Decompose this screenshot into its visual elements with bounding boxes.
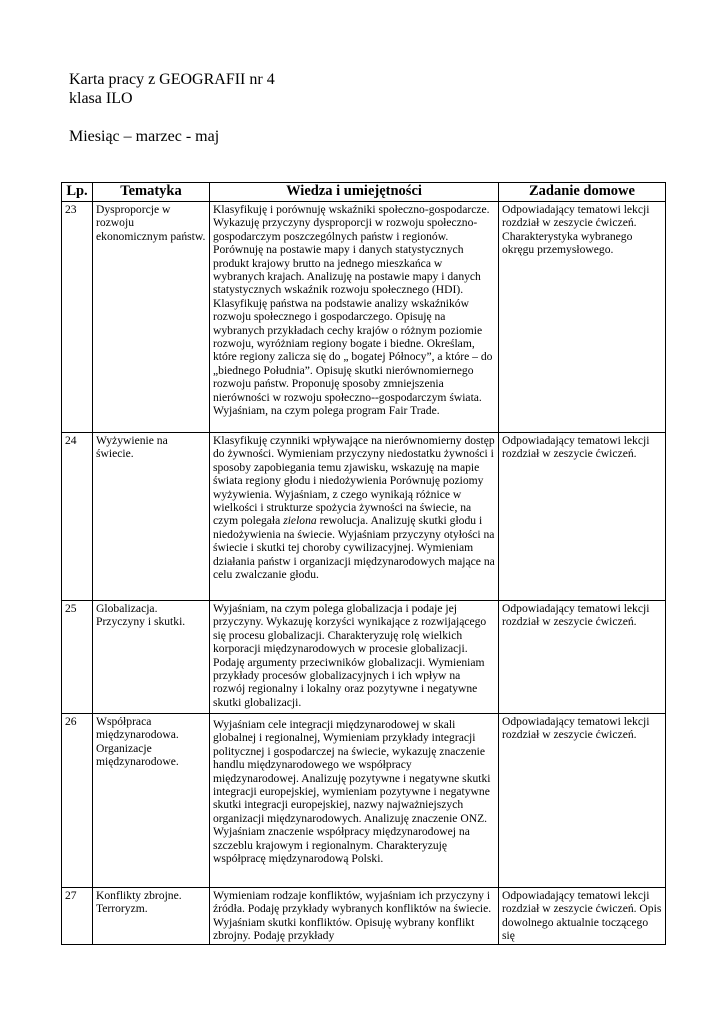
row-topic: Współpraca międzynarodowa. Organizacje międzynarodowe. — [93, 714, 210, 888]
row-knowledge-italic: zielona — [283, 514, 317, 528]
row-number: 23 — [62, 202, 93, 433]
row-knowledge — [210, 433, 499, 601]
row-knowledge-part2: rewolucja. Analizuję skutki głodu i niedożywienia na świecie. Wyjaśniam przyczyny otyłości na świecie i skutki tej choroby cywilizacyjnej. Wymieniam działania państw i organizacji międzynarodowych mające na celu zwalczanie głodu. — [213, 514, 495, 582]
table-row — [62, 433, 666, 601]
document-header — [69, 70, 275, 146]
row-knowledge: Wyjaśniam, na czym polega globalizacja i podaje jej przyczyny. Wykazuję korzyści wynikające z rozwijającego się procesu globalizacji. Charakteryzuję rolę wielkich korporacji międzynarodowych w procesie globalizacji. Podaję argumenty przeciwników globalizacji. Wymieniam przykłady procesów globalizacyjnych i ich wpływ na rozwój regionalny i lokalny oraz pozytywne i negatywne skutki globalizacji. — [210, 601, 499, 714]
table-row — [62, 714, 666, 888]
row-knowledge-part1: Klasyfikuję czynniki wpływające na nierównomierny dostęp do żywności. Wymieniam przyczyny niedostatku żywności i sposoby zapobiegania temu zjawisku, wskazuję na mapie świata regiony głodu i niedożywienia Porównuję poziomy wyżywienia. Wyjaśniam, z czego wynikają różnice w wielkości i strukturze spożycia żywności na świecie, na czym polegała — [213, 434, 495, 528]
row-knowledge: Klasyfikuję i porównuję wskaźniki społeczno-gospodarcze. Wykazuję przyczyny dysproporcji w rozwoju społeczno-gospodarczym poszczególnych państw i regionów. Porównuję na postawie mapy i danych statystycznych produkt krajowy brutto na jednego mieszkańca w wybranych krajach. Analizuję na postawie mapy i danych statystycznych wskaźnik rozwoju społecznego (HDI). Klasyfikuję państwa na podstawie analizy wskaźników rozwoju społecznego i gospodarczego. Opisuję na wybranych przykładach cechy krajów o różnym poziomie rozwoju, wyróżniam regiony bogate i biedne. Określam, które regiony zalicza się do „ bogatej Północy”, a które – do „biednego Południa”. Opisuję skutki nierównomiernego rozwoju państw. Proponuję sposoby zmniejszenia nierówności w rozwoju społeczno--gospodarczym świata. Wyjaśniam, na czym polega program Fair Trade. — [210, 202, 499, 433]
row-homework: Odpowiadający tematowi lekcji rozdział w zeszycie ćwiczeń. Charakterystyka wybranego okręgu przemysłowego. — [499, 202, 666, 433]
table-row — [62, 888, 666, 945]
worksheet-title: Karta pracy z GEOGRAFII nr 4 — [69, 71, 275, 88]
column-header-topic: Tematyka — [93, 183, 210, 202]
table-row — [62, 202, 666, 433]
row-number: 27 — [62, 888, 93, 945]
lesson-plan-table — [61, 182, 666, 945]
row-homework: Odpowiadający tematowi lekcji rozdział w zeszycie ćwiczeń. Opis dowolnego aktualnie toczącego się — [499, 888, 666, 945]
column-header-homework: Zadanie domowe — [499, 183, 666, 202]
row-knowledge: Wymieniam rodzaje konfliktów, wyjaśniam ich przyczyny i źródła. Podaję przykłady wybranych konfliktów na świecie. Wyjaśniam skutki konfliktów. Opisuję wybrany konflikt zbrojny. Podaję przykłady — [210, 888, 499, 945]
row-topic: Konflikty zbrojne. Terroryzm. — [93, 888, 210, 945]
row-homework: Odpowiadający tematowi lekcji rozdział w zeszycie ćwiczeń. — [499, 714, 666, 888]
table-header-row — [62, 183, 666, 202]
row-homework: Odpowiadający tematowi lekcji rozdział w zeszycie ćwiczeń. — [499, 433, 666, 601]
row-number: 24 — [62, 433, 93, 601]
table-row — [62, 601, 666, 714]
row-topic: Wyżywienie na świecie. — [93, 433, 210, 601]
row-number: 26 — [62, 714, 93, 888]
column-header-lp: Lp. — [62, 183, 93, 202]
row-homework: Odpowiadający tematowi lekcji rozdział w zeszycie ćwiczeń. — [499, 601, 666, 714]
row-knowledge: Wyjaśniam cele integracji międzynarodowej w skali globalnej i regionalnej, Wymieniam przykłady integracji politycznej i gospodarczej na świecie, wykazuję znaczenie handlu międzynarodowego we współpracy międzynarodowej. Analizuję pozytywne i negatywne skutki integracji europejskiej, wymieniam pozytywne i negatywne skutki integracji europejskiej, nazwy najważniejszych organizacji międzynarodowych. Analizuję znaczenie ONZ. Wyjaśniam znaczenie współpracy międzynarodowej na szczeblu krajowym i regionalnym. Charakteryzuję współpracę międzynarodową Polski. — [210, 714, 499, 888]
class-label: klasa ILO — [69, 90, 133, 107]
row-number: 25 — [62, 601, 93, 714]
month-range: Miesiąc – marzec - maj — [69, 128, 220, 145]
column-header-knowledge: Wiedza i umiejętności — [210, 183, 499, 202]
row-topic: Globalizacja. Przyczyny i skutki. — [93, 601, 210, 714]
row-topic: Dysproporcje w rozwoju ekonomicznym państw. — [93, 202, 210, 433]
